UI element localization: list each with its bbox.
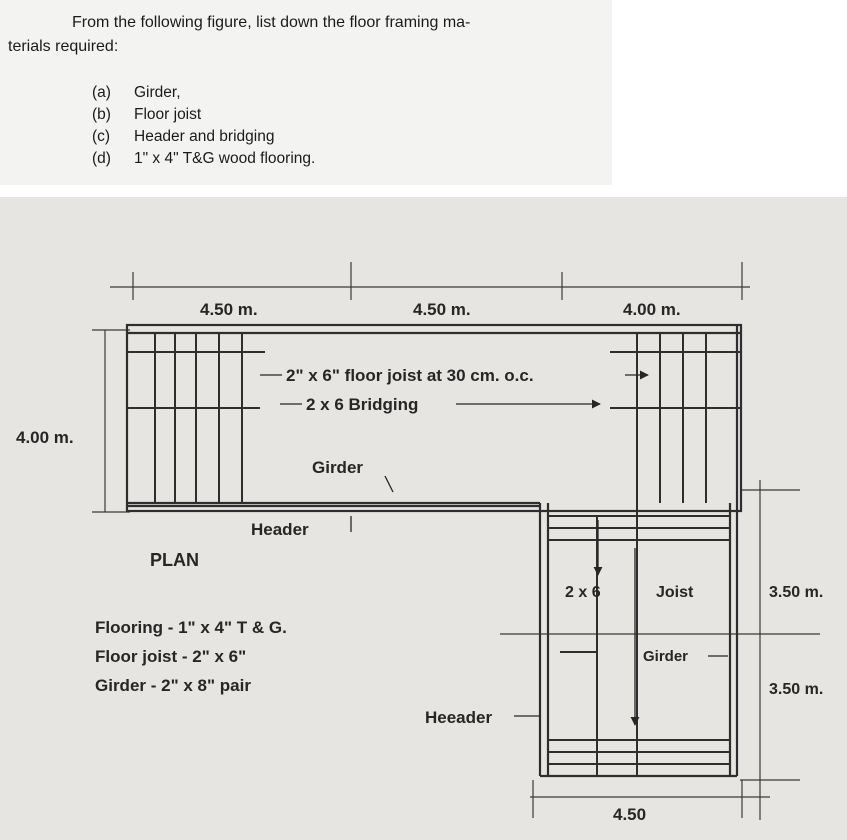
legend-girder: Girder - 2" x 8" pair (95, 676, 251, 695)
dim-left: 4.00 m. (16, 428, 74, 447)
problem-statement (0, 0, 612, 185)
right-joists (637, 333, 706, 503)
lower-wing-joists (548, 503, 730, 776)
option-d-text: 1" x 4" T&G wood flooring. (134, 150, 316, 167)
left-joists (155, 333, 242, 503)
floor-framing-plan (0, 197, 847, 840)
option-d-label: (d) (92, 150, 111, 167)
option-b (92, 106, 201, 124)
option-b-label: (b) (92, 106, 111, 123)
question-line-2: terials required: (8, 38, 119, 55)
callout-labels (150, 366, 694, 727)
leader-lines (260, 375, 728, 725)
legend-floor-joist: Floor joist - 2" x 6" (95, 647, 247, 666)
dim-right-lower: 3.50 m. (769, 681, 824, 698)
dim-top-left: 4.50 m. (200, 300, 258, 319)
legend-flooring: Flooring - 1" x 4" T & G. (95, 618, 287, 637)
dim-right-upper: 3.50 m. (769, 584, 824, 601)
header-label-bottom: Heeader (425, 708, 493, 727)
joist-label: Joist (656, 584, 694, 601)
materials-legend (95, 618, 287, 695)
joist-size-label: 2 x 6 (565, 584, 601, 601)
dim-top-right: 4.00 m. (623, 300, 681, 319)
header-label-top: Header (251, 520, 309, 539)
option-a (92, 84, 181, 102)
option-d (92, 150, 315, 168)
question-line-1: From the following figure, list down the floor framing ma- (72, 14, 471, 31)
option-c (92, 128, 274, 146)
floor-framing-figure (0, 197, 847, 840)
option-a-label: (a) (92, 84, 111, 101)
bridging-label: 2 x 6 Bridging (306, 395, 419, 414)
dim-top-mid: 4.50 m. (413, 300, 471, 319)
option-c-label: (c) (92, 128, 111, 145)
dim-bottom: 4.50 (613, 805, 647, 824)
girder-label-top: Girder (312, 458, 364, 477)
girder-label-right: Girder (643, 648, 689, 665)
plan-label: PLAN (150, 550, 199, 570)
option-a-text: Girder, (134, 84, 181, 101)
floor-joist-label: 2" x 6" floor joist at 30 cm. o.c. (286, 366, 534, 385)
option-b-text: Floor joist (134, 106, 202, 123)
option-c-text: Header and bridging (134, 128, 275, 145)
